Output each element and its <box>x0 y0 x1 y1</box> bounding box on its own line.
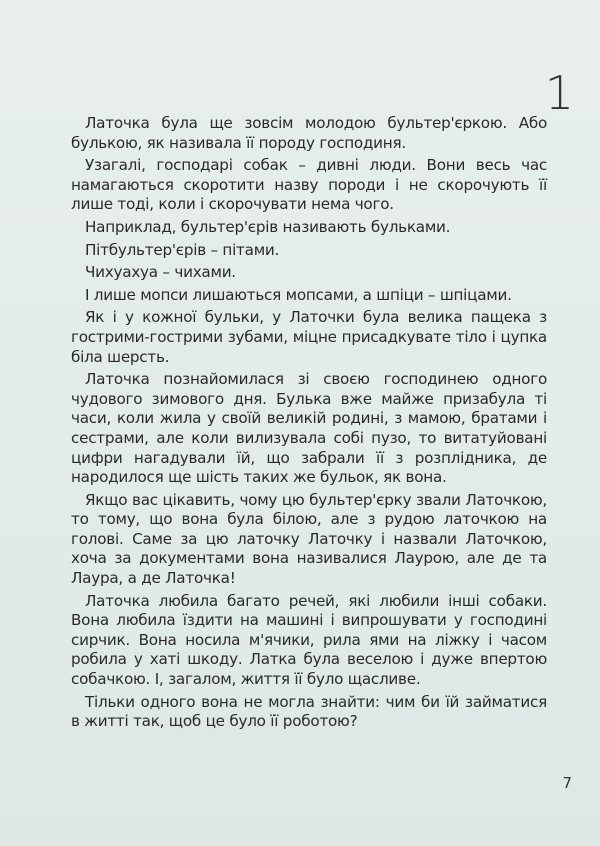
paragraph: Пітбультер'єрів – пітами. <box>85 240 280 259</box>
paragraph: Латочка любила багато речей, які любили інші собаки. Вона любила їздити на машині і випрошувати у господині сирчик. Вона носила м'ячики, рила ями на ліжку і часом робила у хаті шкоду. Латка була веселою і дуже впертою собачкою. І, загалом, життя її було щасливе. <box>71 591 547 689</box>
paragraph: Як і у кожної бульки, у Латочки була велика пащека з гострими-гострими зубами, міцне присадкувате тіло і цупка біла шерсть. <box>71 308 547 366</box>
page-number: 7 <box>562 774 572 792</box>
paragraph: Чихуахуа – чихами. <box>85 263 236 282</box>
paragraph: Латочка була ще зовсім молодою бультер'єркою. Або булькою, як називала її породу господиня. <box>71 114 547 152</box>
paragraph: Латочка познайомилася зі своєю господинею одного чудового зимового дня. Булька вже майже призабула ті часи, коли жила у своїй великій родині, з мамою, братами і сестрами, але коли вилизувала собі пузо, то витатуйовані цифри нагадували їй, що забрали її з розплідника, де народилося ще шість таких же бульок, як вона. <box>71 370 547 487</box>
story-text <box>71 114 547 735</box>
paragraph: Наприклад, бультер'єрів називають бульками. <box>85 217 451 236</box>
paragraph: Тільки одного вона не могла знайти: чим би їй займатися в житті так, щоб це було її роботою? <box>71 692 547 731</box>
paragraph: Узагалі, господарі собак – дивні люди. Вони весь час намагаються скоротити назву породи і не скорочують її лише тоді, коли і скорочувати нема чого. <box>71 156 547 214</box>
paragraph: І лише мопси лишаються мопсами, а шпіци – шпіцами. <box>85 285 512 304</box>
paragraph: Якщо вас цікавить, чому цю бультер'єрку звали Латочкою, то тому, що вона була білою, але з рудою латочкою на голові. Саме за цю латочку Латочку і назвали Латочкою, хоча за документами вона називалися Лаурою, але де та Лаура, а де Латочка! <box>71 490 547 588</box>
chapter-number: 1 <box>544 66 574 120</box>
